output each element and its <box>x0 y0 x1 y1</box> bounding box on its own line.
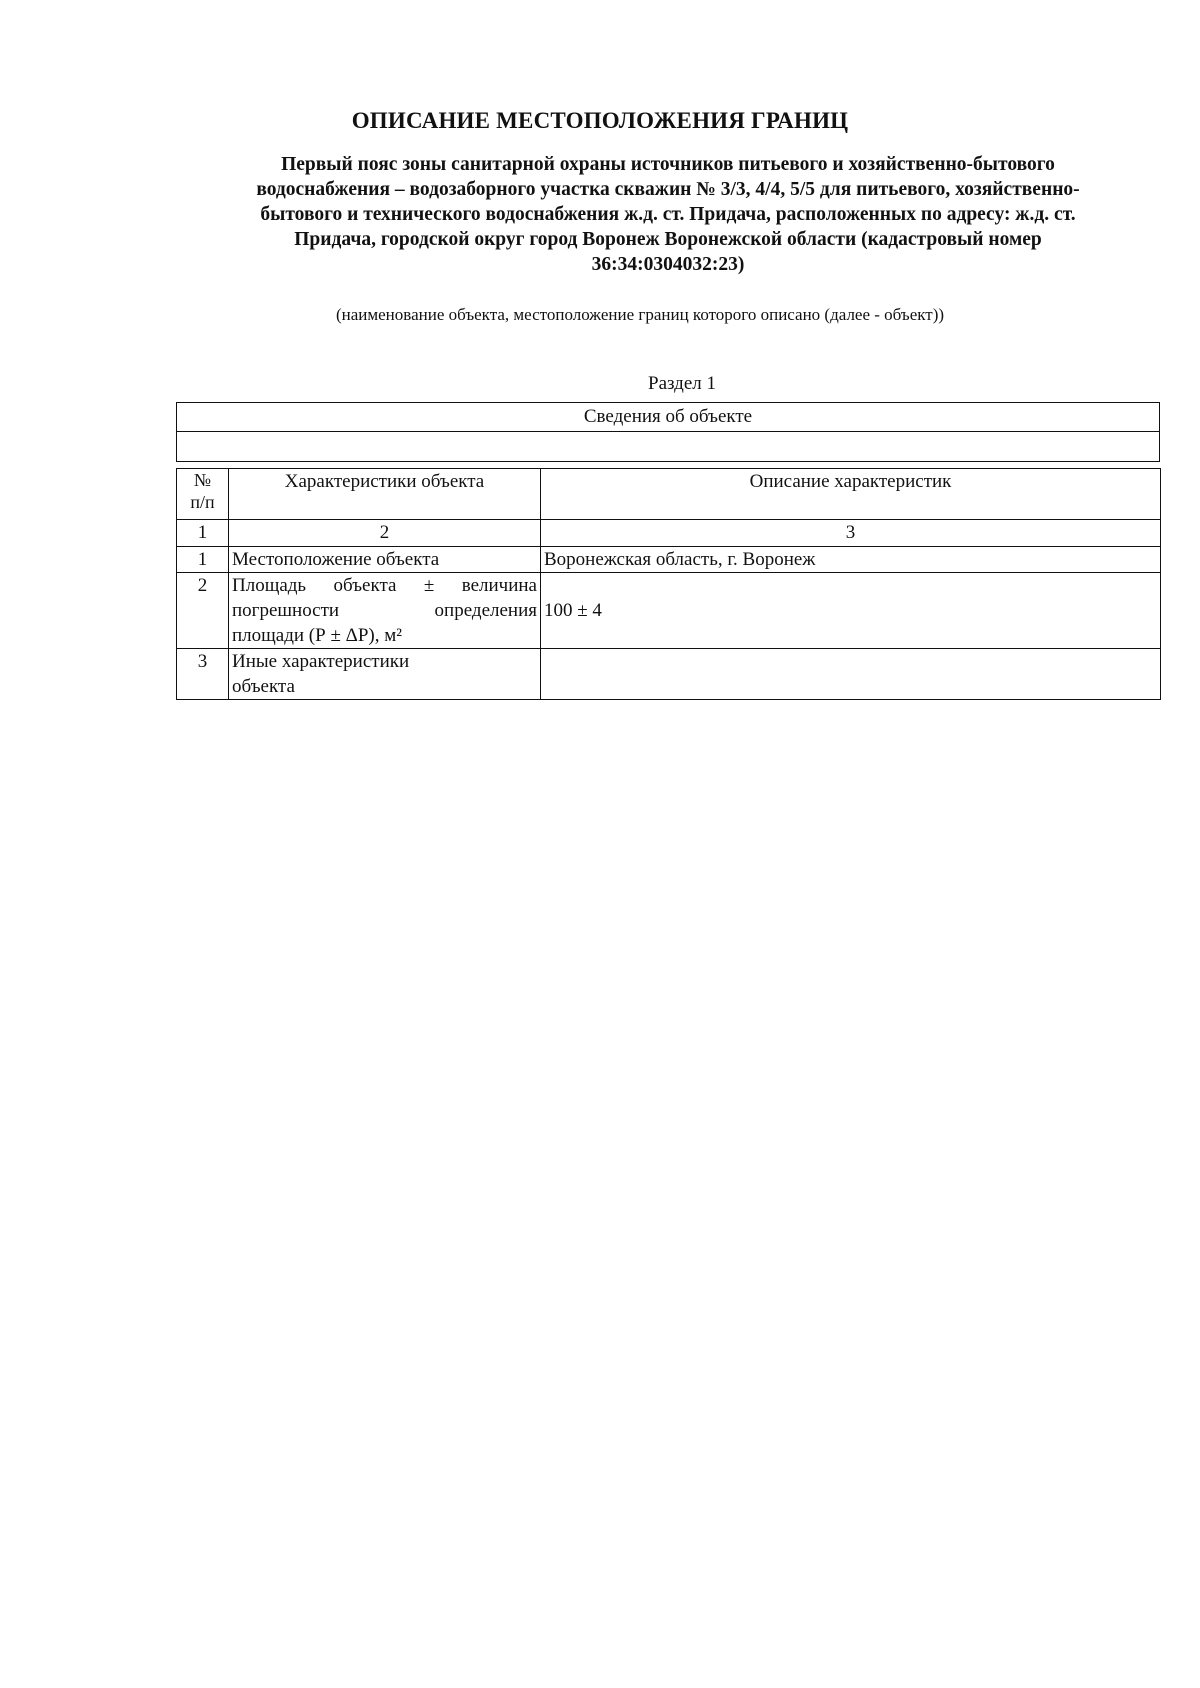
table-index-row <box>177 520 1161 547</box>
row-num: 2 <box>177 573 229 649</box>
object-name <box>188 152 1148 277</box>
table-row <box>177 547 1161 573</box>
table-row <box>177 573 1161 649</box>
section-label: Раздел 1 <box>648 373 716 394</box>
row-characteristic-line: погрешности определения <box>232 600 537 621</box>
object-name-line: Придача, городской округ город Воронеж Воронежской области (кадастровый номер <box>294 229 1042 250</box>
object-name-line: водоснабжения – водозаборного участка скважин № 3/3, 4/4, 5/5 для питьевого, хозяйственно- <box>256 179 1080 200</box>
header-description: Описание характеристик <box>541 469 1161 520</box>
header-characteristic: Характеристики объекта <box>229 469 541 520</box>
row-characteristic-line: Иные характеристики <box>232 651 410 672</box>
row-num: 1 <box>177 547 229 573</box>
header-num-symbol: № <box>193 470 212 490</box>
row-description <box>541 649 1161 700</box>
index-cell: 2 <box>229 520 541 547</box>
header-num <box>177 469 229 520</box>
index-cell: 1 <box>177 520 229 547</box>
object-name-line: бытового и технического водоснабжения ж.д. ст. Придача, расположенных по адресу: ж.д. ст. <box>260 204 1076 225</box>
row-characteristic-line: объекта <box>232 676 295 697</box>
row-characteristic: Местоположение объекта <box>229 547 541 573</box>
row-characteristic <box>229 573 541 649</box>
row-characteristic-line: Площадь объекта ± величина <box>232 575 537 596</box>
section-header-box <box>176 402 1160 462</box>
index-cell: 3 <box>541 520 1161 547</box>
table-header-row <box>177 469 1161 520</box>
row-description: 100 ± 4 <box>541 573 1161 649</box>
row-description: Воронежская область, г. Воронеж <box>541 547 1161 573</box>
header-num-label: п/п <box>190 492 215 512</box>
table-row <box>177 649 1161 700</box>
object-name-caption: (наименование объекта, местоположение границ которого описано (далее - объект)) <box>335 305 945 324</box>
object-name-line: 36:34:0304032:23) <box>591 254 745 275</box>
document-title: ОПИСАНИЕ МЕСТОПОЛОЖЕНИЯ ГРАНИЦ <box>351 108 849 133</box>
row-characteristic-line: площади (Р ± ΔР), м² <box>232 625 402 646</box>
row-num: 3 <box>177 649 229 700</box>
row-characteristic <box>229 649 541 700</box>
object-name-line: Первый пояс зоны санитарной охраны источников питьевого и хозяйственно-бытового <box>281 154 1055 175</box>
section-title: Сведения об объекте <box>177 403 1159 432</box>
object-info-table <box>176 468 1161 700</box>
